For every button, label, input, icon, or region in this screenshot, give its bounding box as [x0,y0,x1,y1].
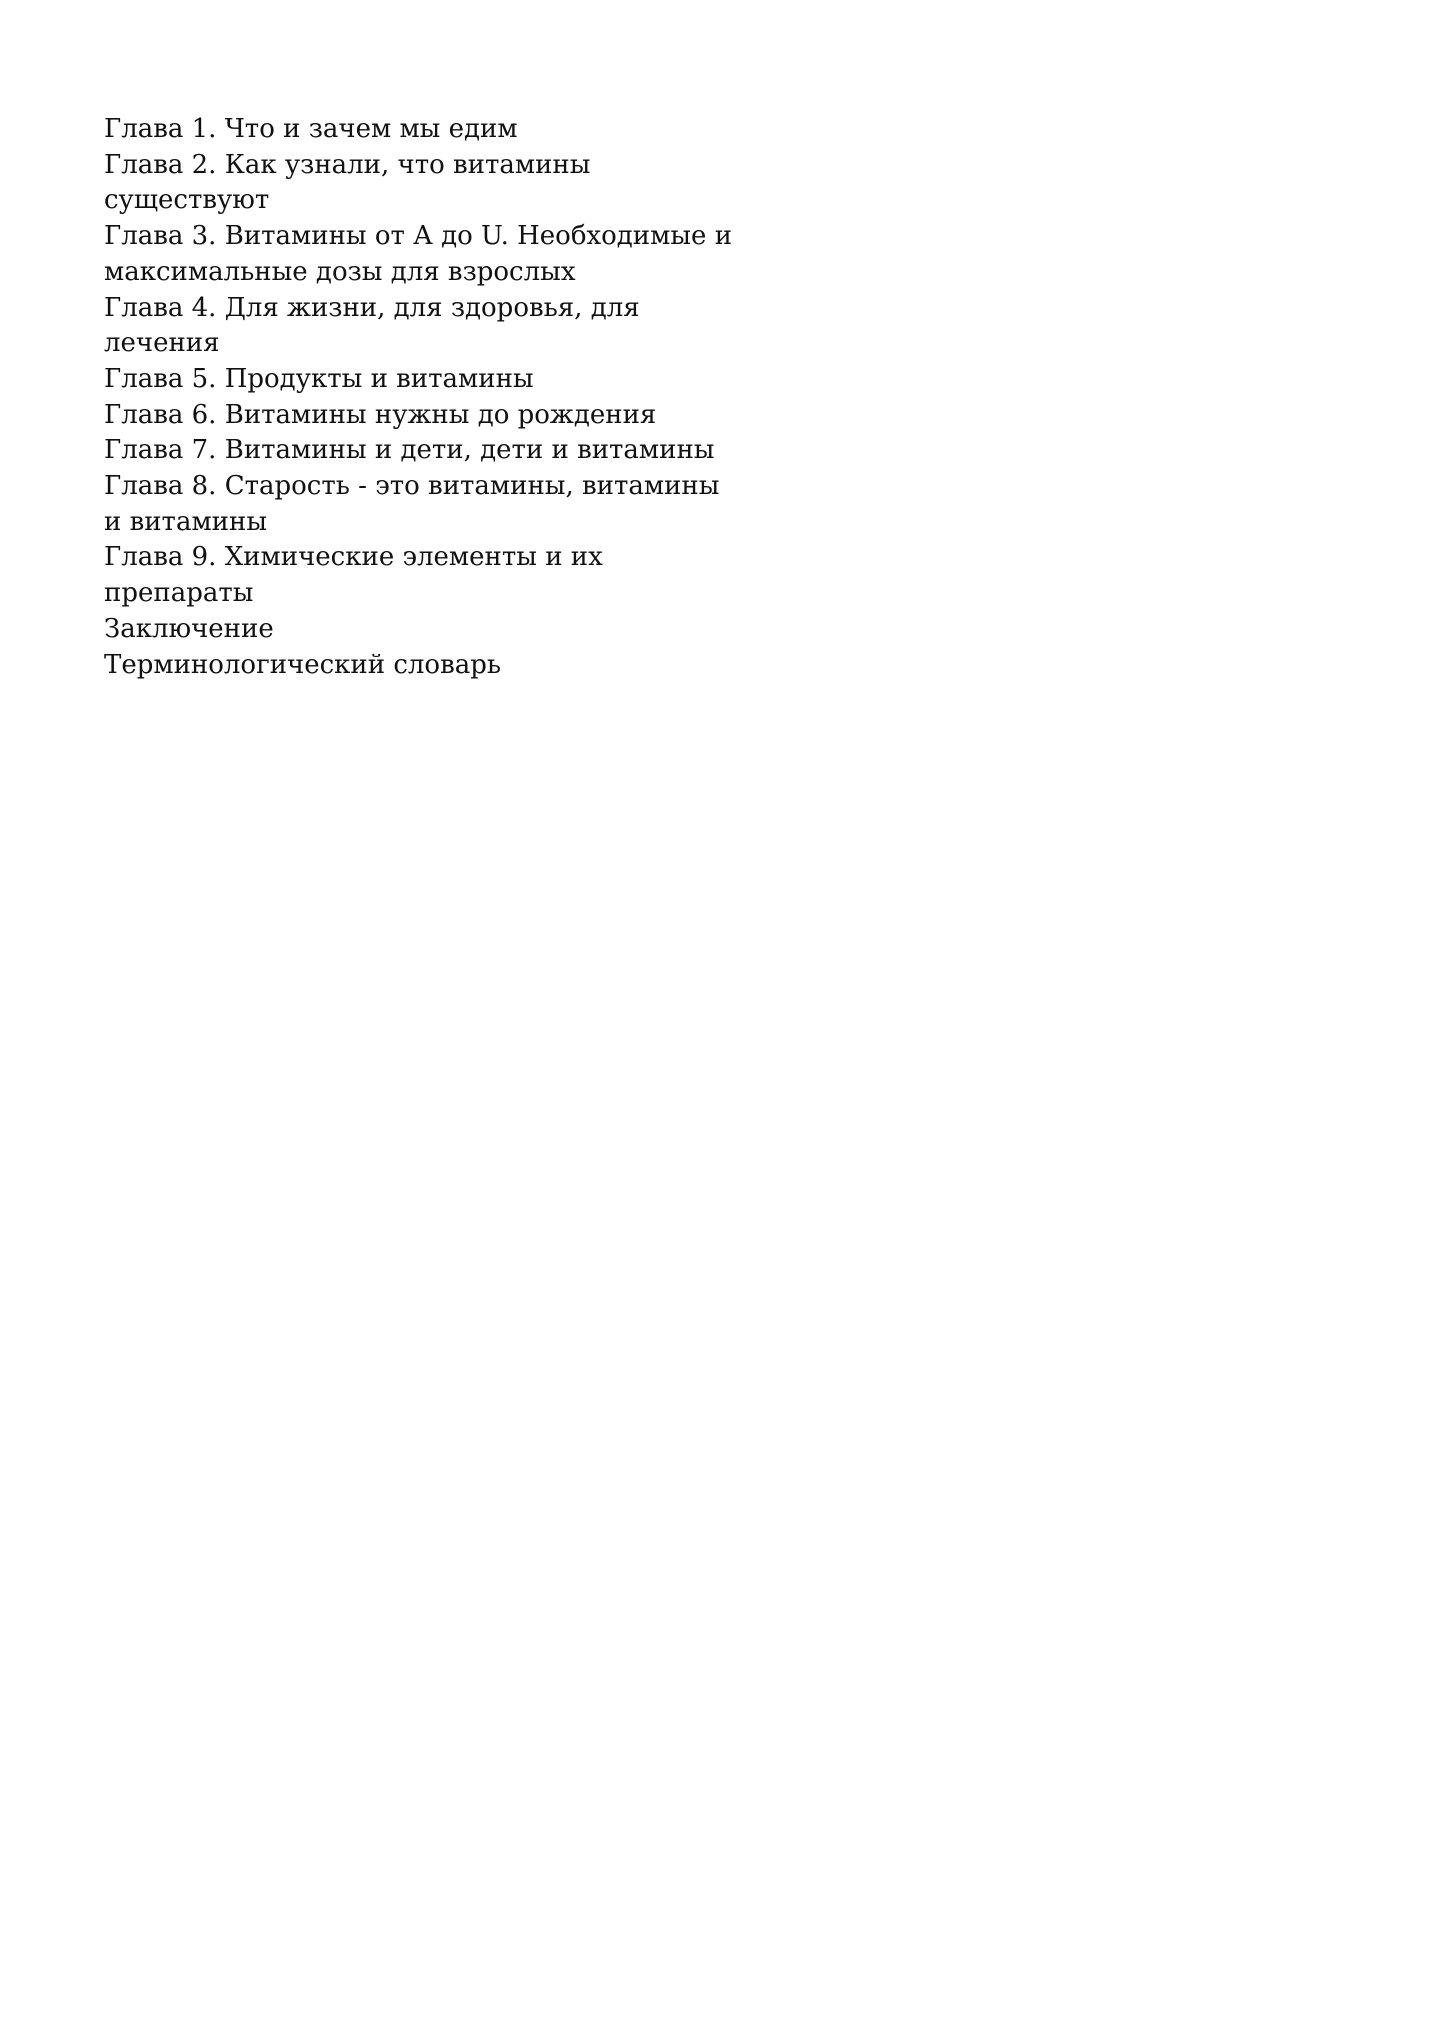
toc-item-chapter-6: Глава 6. Витамины нужны до рождения [104,399,657,430]
toc-item-chapter-3: Глава 3. Витамины от А до U. Необходимые и максимальные дозы для взрослых [104,221,733,287]
toc-item-chapter-7: Глава 7. Витамины и дети, дети и витамины [104,435,715,466]
toc-item-chapter-1: Глава 1. Что и зачем мы едим [104,114,518,144]
toc-item-chapter-4: Глава 4. Для жизни, для здоровья, для лечения [104,292,640,359]
toc-item-chapter-9: Глава 9. Химические элементы и их препараты [104,542,603,609]
toc-item-glossary: Терминологический словарь [104,649,502,680]
toc-item-chapter-2: Глава 2. Как узнали, что витамины существуют [104,149,591,216]
table-of-contents [104,112,744,683]
toc-item-chapter-5: Глава 5. Продукты и витамины [104,363,534,394]
toc-item-chapter-8: Глава 8. Старость - это витамины, витамины и витамины [104,471,720,537]
toc-item-conclusion: Заключение [104,613,274,644]
